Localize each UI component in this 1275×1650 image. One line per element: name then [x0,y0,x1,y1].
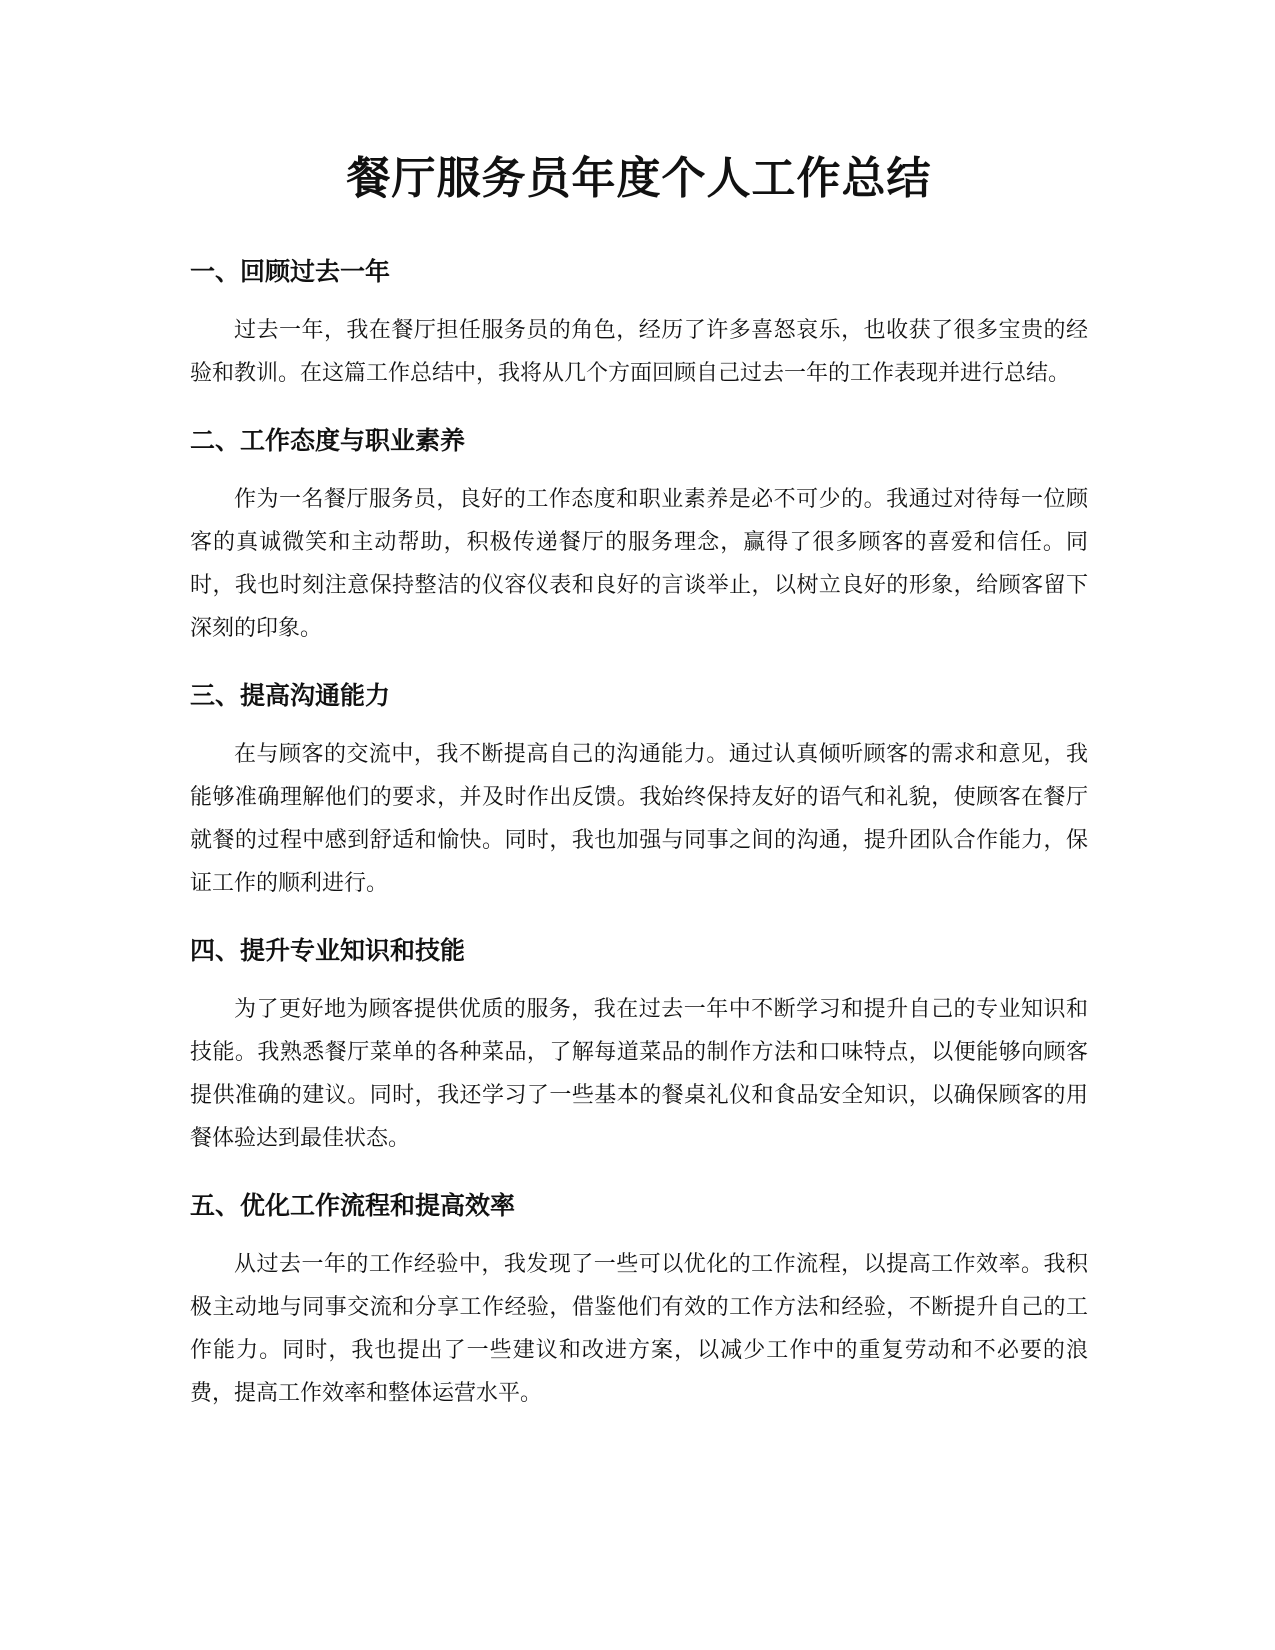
section-paragraph: 在与顾客的交流中，我不断提高自己的沟通能力。通过认真倾听顾客的需求和意见，我能够准确理解他们的要求，并及时作出反馈。我始终保持友好的语气和礼貌，使顾客在餐厅就餐的过程中感到舒适和愉快。同时，我也加强与同事之间的沟通，提升团队合作能力，保证工作的顺利进行。 [190,742,1088,896]
section-heading: 二、工作态度与职业素养 [190,426,466,455]
section-paragraph: 过去一年，我在餐厅担任服务员的角色，经历了许多喜怒哀乐，也收获了很多宝贵的经验和教训。在这篇工作总结中，我将从几个方面回顾自己过去一年的工作表现并进行总结。 [190,318,1088,386]
section-workflow-efficiency [190,1189,1088,1415]
document-content [190,148,1088,1444]
section-communication [190,679,1088,905]
section-heading: 三、提高沟通能力 [190,681,391,710]
section-paragraph: 从过去一年的工作经验中，我发现了一些可以优化的工作流程，以提高工作效率。我积极主动地与同事交流和分享工作经验，借鉴他们有效的工作方法和经验，不断提升自己的工作能力。同时，我也提出了一些建议和改进方案，以减少工作中的重复劳动和不必要的浪费，提高工作效率和整体运营水平。 [190,1252,1088,1406]
section-heading: 一、回顾过去一年 [190,257,391,286]
section-heading: 五、优化工作流程和提高效率 [190,1191,516,1220]
section-professional-skills [190,934,1088,1160]
document-title: 餐厅服务员年度个人工作总结 [346,153,932,204]
section-review-past-year [190,255,1088,395]
section-paragraph: 为了更好地为顾客提供优质的服务，我在过去一年中不断学习和提升自己的专业知识和技能。我熟悉餐厅菜单的各种菜品，了解每道菜品的制作方法和口味特点，以便能够向顾客提供准确的建议。同时，我还学习了一些基本的餐桌礼仪和食品安全知识，以确保顾客的用餐体验达到最佳状态。 [190,997,1088,1151]
section-heading: 四、提升专业知识和技能 [190,936,466,965]
section-paragraph: 作为一名餐厅服务员，良好的工作态度和职业素养是必不可少的。我通过对待每一位顾客的真诚微笑和主动帮助，积极传递餐厅的服务理念，赢得了很多顾客的喜爱和信任。同时，我也时刻注意保持整洁的仪容仪表和良好的言谈举止，以树立良好的形象，给顾客留下深刻的印象。 [190,487,1088,641]
section-work-attitude [190,424,1088,650]
